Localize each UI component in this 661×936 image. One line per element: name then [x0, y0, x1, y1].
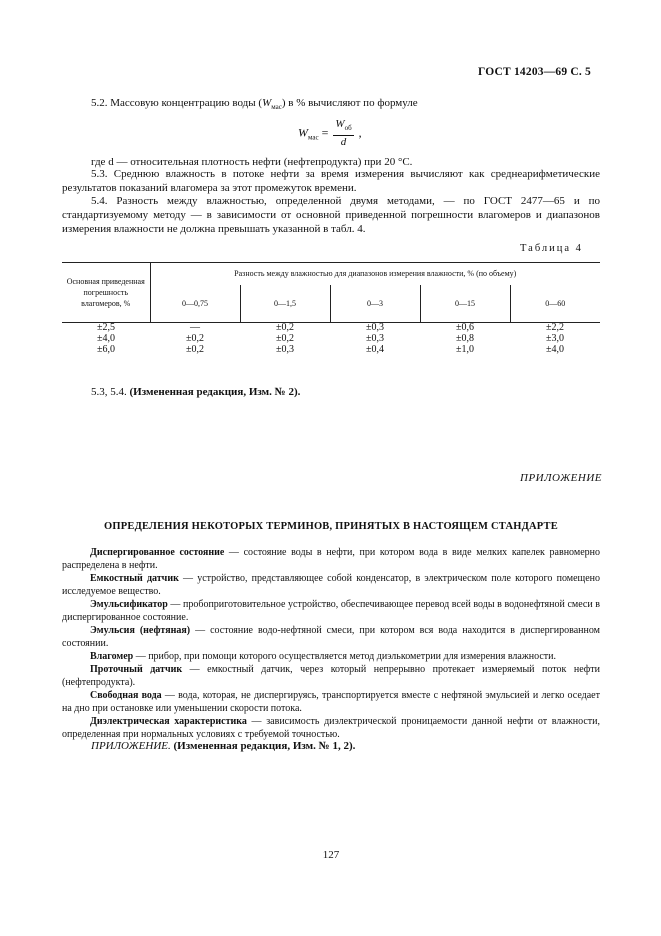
table-cell-error: ±2,5: [97, 322, 115, 333]
table-cell: ±2,2: [546, 322, 564, 333]
definition-item: [62, 650, 600, 663]
definition-term: Влагомер: [90, 651, 134, 662]
formula-fraction: [333, 118, 353, 149]
definition-item: [62, 663, 600, 689]
definition-term: Свободная вода: [90, 690, 162, 701]
paragraph-5-2-text-before: 5.2. Массовую концентрацию воды (: [91, 97, 263, 109]
formula-lhs: W: [298, 125, 308, 140]
page-header: ГОСТ 14203—69 С. 5: [478, 66, 591, 78]
definition-item: [62, 598, 600, 624]
edit-note-5-3-5-4: [91, 385, 591, 399]
table-cell: ±4,0: [546, 344, 564, 355]
definition-term: Емкостный датчик: [90, 573, 179, 584]
formula-equals: =: [318, 125, 332, 140]
table-cell: ±0,2: [276, 322, 294, 333]
definition-term: Проточный датчик: [90, 664, 183, 675]
table-cell: ±3,0: [546, 333, 564, 344]
definition-item: [62, 715, 600, 741]
table-cell-error: ±4,0: [97, 333, 115, 344]
page-number: 127: [322, 849, 340, 861]
definition-text: — вода, которая, не диспергируясь, транспортируется вместе с нефтяной эмульсией и легко оседает на дно при остановке или уменьшении скорости потока.: [62, 690, 600, 714]
edit-note-bold: (Измененная редакция, Изм. № 2).: [129, 386, 301, 398]
table-col-header: 0—15: [420, 285, 510, 323]
edit-note-appendix-italic: ПРИЛОЖЕНИЕ.: [91, 740, 174, 752]
appendix-label: ПРИЛОЖЕНИЕ: [520, 472, 602, 484]
table-row-header: Основная приведенная погрешность влагомеров, %: [62, 263, 150, 323]
edit-note-appendix-bold: (Измененная редакция, Изм. № 1, 2).: [173, 740, 356, 752]
table-col-header: 0—3: [330, 285, 420, 323]
definition-item: [62, 624, 600, 650]
formula-numerator-subscript: об: [344, 124, 352, 132]
paragraph-5-2-symbol: W: [262, 97, 272, 109]
definitions-title: ОПРЕДЕЛЕНИЯ НЕКОТОРЫХ ТЕРМИНОВ, ПРИНЯТЫХ В НАСТОЯЩЕМ СТАНДАРТЕ: [104, 521, 558, 532]
table-4: [62, 262, 600, 355]
paragraph-5-2-subscript: мас: [271, 103, 282, 111]
table-cell: ±0,3: [276, 344, 294, 355]
definition-text: — емкостный датчик, через который непрерывно протекает измеряемый поток нефти (нефтепродукта).: [62, 664, 600, 688]
table-col-header: 0—60: [510, 285, 600, 323]
table-cell: ±0,3: [366, 333, 384, 344]
paragraph-5-4: 5.4. Разность между влажностью, определенной двумя методами, — по ГОСТ 2477—65 и по стандартизуемому методу — в зависимости от основной приведенной погрешности влагомеров и диапазонов измерения влажности не должна превышать указанной в табл. 4.: [62, 195, 600, 235]
definition-term: Эмульсия (нефтяная): [90, 625, 191, 636]
table-cell-error: ±6,0: [97, 344, 115, 355]
definition-text: — прибор, при помощи которого осуществляется метод диэлькометрии для измерения влажности.: [133, 651, 557, 662]
paragraph-where: где d — относительная плотность нефти (нефтепродукта) при 20 °С.: [91, 156, 413, 168]
formula-mass-concentration: [298, 118, 362, 149]
table-row: [62, 344, 600, 355]
definitions-list: [62, 546, 600, 741]
edit-note-appendix: [91, 739, 591, 753]
table-col-header: 0—1,5: [240, 285, 330, 323]
table-cell: ±0,3: [366, 322, 384, 333]
paragraph-5-2: [91, 96, 611, 114]
definition-item: [62, 689, 600, 715]
table-cell: ±0,4: [366, 344, 384, 355]
definition-term: Диспергированное состояние: [90, 547, 225, 558]
table-col-header: 0—0,75: [150, 285, 240, 323]
definition-text: — устройство, представляющее собой конденсатор, в электрическом поле которого помещено исследуемое вещество.: [62, 573, 601, 597]
edit-note-prefix: 5.3, 5.4.: [91, 386, 130, 398]
table-cell: ±0,2: [276, 333, 294, 344]
table-cell: ±0,8: [456, 333, 474, 344]
formula-lhs-subscript: мас: [308, 133, 319, 142]
definition-term: Диэлектрическая характеристика: [90, 716, 247, 727]
table-caption: Таблица 4: [520, 243, 583, 254]
definition-item: [62, 546, 600, 572]
formula-numerator-symbol: W: [335, 118, 345, 130]
table-cell: ±0,6: [456, 322, 474, 333]
table-cell: ±1,0: [456, 344, 474, 355]
paragraph-5-2-text-after: ) в % вычисляют по формуле: [281, 97, 418, 109]
table-cell: ±0,2: [186, 333, 204, 344]
definition-text: — пробоприготовительное устройство, обеспечивающее перевод всей воды в водонефтяной смеси в диспергированное состояние.: [62, 599, 600, 623]
table-cell: ±0,2: [186, 344, 204, 355]
definition-item: [62, 572, 600, 598]
definition-term: Эмульсификатор: [90, 599, 168, 610]
formula-denominator: d: [340, 136, 347, 148]
table-cell: —: [190, 322, 200, 333]
table-row: [62, 333, 600, 344]
table-group-header: Разность между влажностью для диапазонов измерения влажности, % (по объему): [150, 263, 600, 285]
definition-text: — зависимость диэлектрической проницаемости данной нефти от влажности, определенная при нормальных условиях с требуемой точностью.: [62, 716, 600, 740]
formula-numerator: [333, 118, 353, 136]
definition-text: — состояние воды в нефти, при котором вода в виде мелких капелек равномерно распределена в нефти.: [62, 547, 600, 571]
table-row: [62, 323, 600, 334]
paragraph-5-3: 5.3. Среднюю влажность в потоке нефти за время измерения вычисляют как среднеарифметические результатов показаний влагомера за этот промежуток времени.: [62, 168, 600, 194]
definition-text: — состояние водо-нефтяной смеси, при котором вся вода находится в диспергированном состоянии.: [62, 625, 600, 649]
formula-tail: ,: [355, 125, 362, 140]
